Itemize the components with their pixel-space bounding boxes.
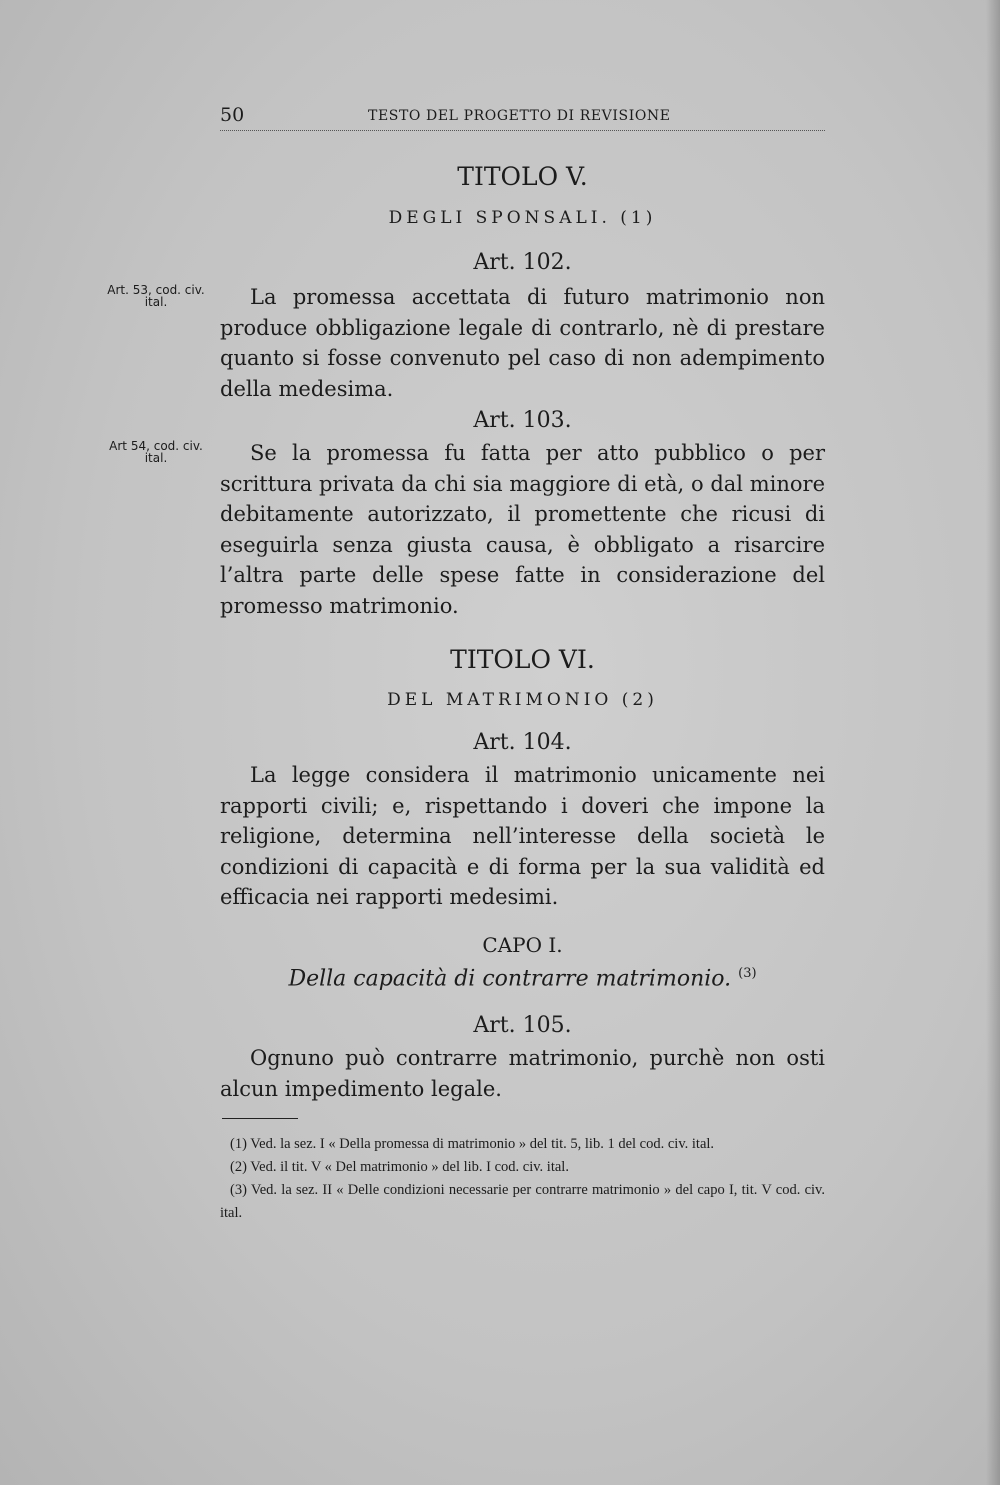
titolo-v-subheading: DEGLI SPONSALI. (1) <box>388 208 657 228</box>
footnotes <box>220 1133 825 1225</box>
capo-i-footnote-ref: (3) <box>738 966 757 981</box>
footnote-1: (1) Ved. la sez. I « Della promessa di matrimonio » del tit. 5, lib. 1 del cod. civ. ital. <box>230 1136 715 1152</box>
running-title: TESTO DEL PROGETTO DI REVISIONE <box>368 108 671 124</box>
footnote-3: (3) Ved. la sez. II « Delle condizioni necessarie per contrarre matrimonio » del capo I, tit. V cod. civ. ital. <box>220 1182 825 1221</box>
article-104-text: La legge considera il matrimonio unicamente nei rapporti civili; e, rispettando i doveri che impone la religione, determina nell’interesse della società le condizioni di capacità e di forma per la sua validità ed efficacia nei rapporti medesimi. <box>220 763 825 910</box>
capo-i-heading: CAPO I. <box>482 933 563 957</box>
titolo-v-heading: TITOLO V. <box>457 162 588 191</box>
article-105-text: Ognuno può contrarre matrimonio, purchè non osti alcun impedimento legale. <box>220 1046 825 1101</box>
page-edge-shadow <box>986 0 1000 1485</box>
titolo-vi-subheading: DEL MATRIMONIO (2) <box>387 690 658 710</box>
capo-i-subheading <box>220 966 825 991</box>
running-header <box>220 104 825 131</box>
titolo-vi-heading: TITOLO VI. <box>450 645 595 674</box>
article-103-margin-note: Art 54, cod. civ. ital. <box>109 439 203 465</box>
article-102-text: La promessa accettata di futuro matrimonio non produce obbligazione legale di contrarlo, nè di prestare quanto si fosse convenuto pel caso di non adempimento della medesima. <box>220 285 825 401</box>
article-102-number: Art. 102. <box>473 250 572 275</box>
page-number: 50 <box>220 104 245 126</box>
article-104-number: Art. 104. <box>473 730 572 755</box>
footnote-2: (2) Ved. il tit. V « Del matrimonio » del lib. I cod. civ. ital. <box>230 1159 569 1175</box>
article-102-margin-note: Art. 53, cod. civ. ital. <box>107 283 205 309</box>
article-105-number: Art. 105. <box>473 1013 572 1038</box>
article-103-text: Se la promessa fu fatta per atto pubblico o per scrittura privata da chi sia maggiore di età, o dal minore debitamente autorizzato, il promettente che ricusi di eseguirla senza giusta causa, è obbligato a risarcire l’altra parte delle spese fatte in considerazione del promesso matrimonio. <box>220 441 825 618</box>
article-103-number: Art. 103. <box>473 408 572 433</box>
footnote-rule <box>222 1118 298 1119</box>
capo-i-subheading-text: Della capacità di contrarre matrimonio. <box>288 966 732 992</box>
